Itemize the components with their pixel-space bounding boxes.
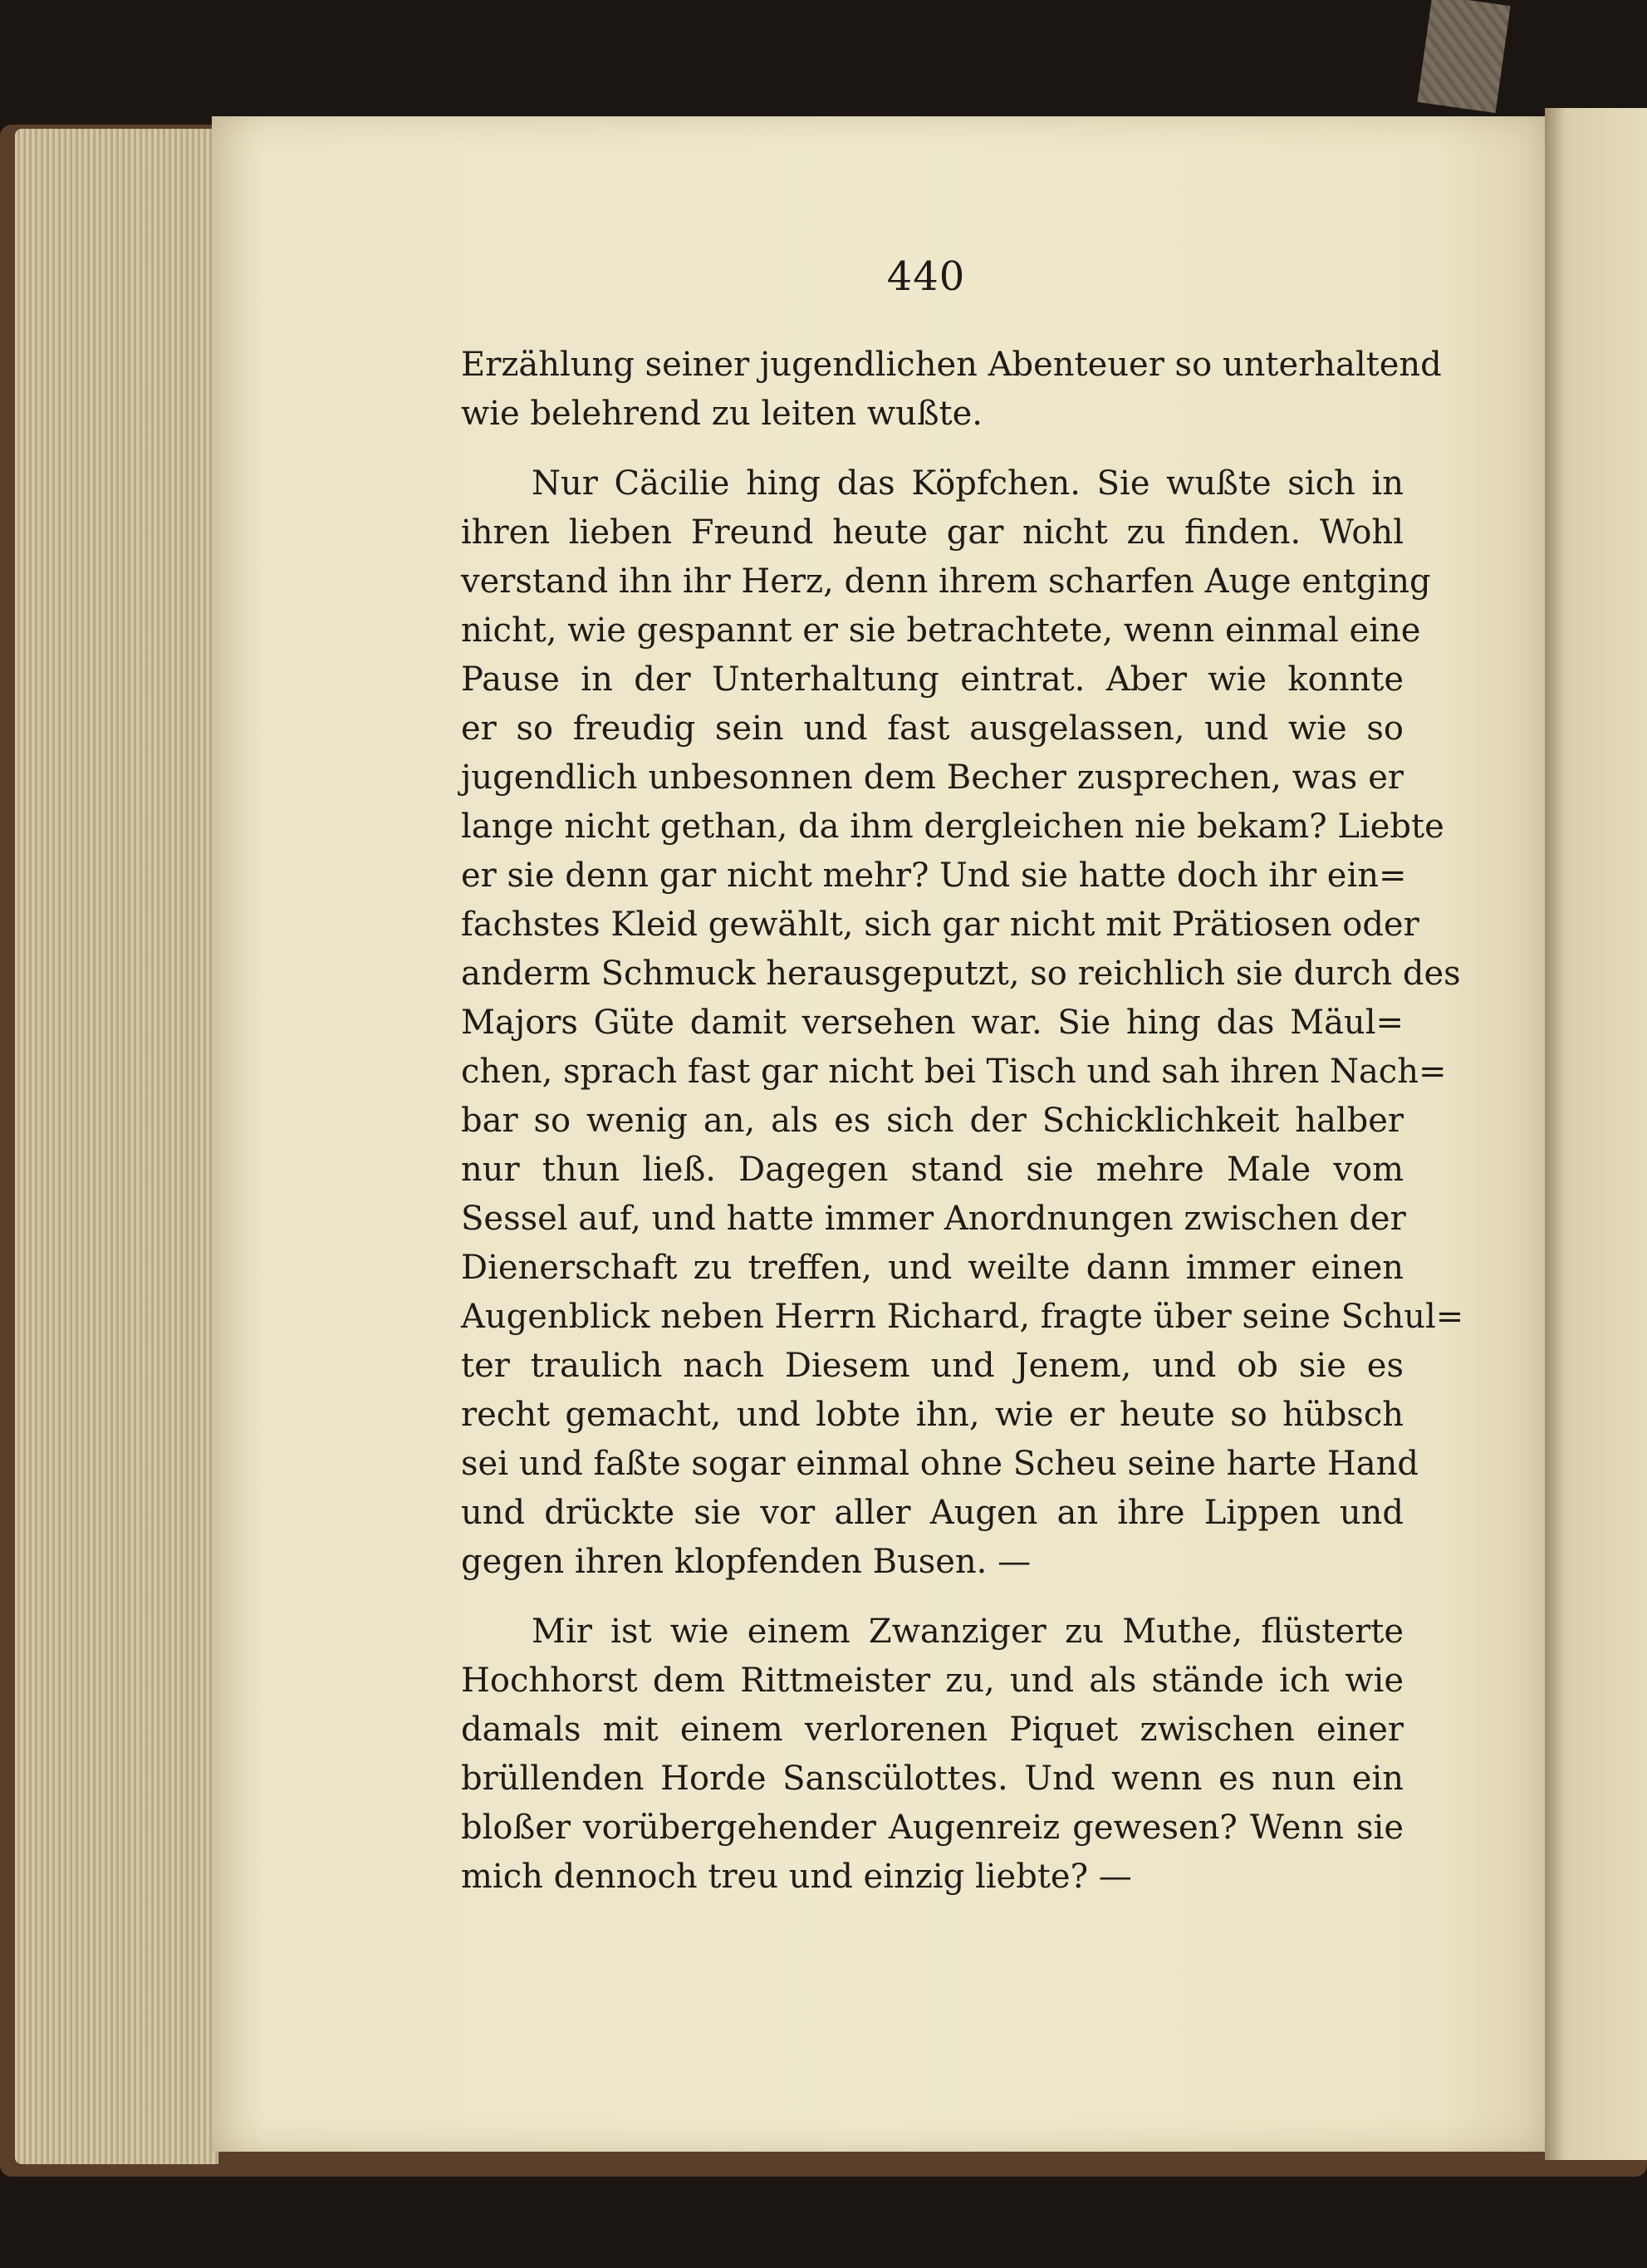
paragraph: [461, 459, 1464, 1587]
page-edges: [15, 129, 218, 2164]
text-line: jugendlich unbesonnen dem Becher zusprechen, was er: [461, 758, 1404, 797]
bookmark-ribbon: [1417, 0, 1510, 113]
text-line: Hochhorst dem Rittmeister zu, und als stände ich wie: [461, 1662, 1404, 1700]
text-line: gegen ihren klopfenden Busen. —: [461, 1543, 1032, 1581]
text-line: Pause in der Unterhaltung eintrat. Aber wie konnte: [461, 660, 1404, 699]
text-line: brüllenden Horde Sanscülottes. Und wenn es nun ein: [461, 1760, 1404, 1798]
text-line: Majors Güte damit versehen war. Sie hing das Mäul=: [461, 1004, 1404, 1042]
text-line: Mir ist wie einem Zwanziger zu Muthe, flüsterte: [532, 1613, 1404, 1651]
text-line: nicht, wie gespannt er sie betrachtete, wenn einmal eine: [461, 611, 1421, 650]
text-line: sei und faßte sogar einmal ohne Scheu seine harte Hand: [461, 1445, 1419, 1483]
paragraph: [461, 341, 1442, 439]
paragraph: [461, 1608, 1404, 1902]
text-line: nur thun ließ. Dagegen stand sie mehre Male vom: [461, 1151, 1404, 1189]
text-line: fachstes Kleid gewählt, sich gar nicht mit Prätiosen oder: [461, 906, 1419, 944]
text-line: ihren lieben Freund heute gar nicht zu finden. Wohl: [461, 513, 1404, 552]
paragraph-gap: [461, 1587, 1404, 1608]
page-number: 440: [886, 253, 966, 300]
text-line: Dienerschaft zu treffen, und weilte dann immer einen: [461, 1249, 1404, 1287]
text-line: bar so wenig an, als es sich der Schicklichkeit halber: [461, 1102, 1404, 1140]
text-line: chen, sprach fast gar nicht bei Tisch und sah ihren Nach=: [461, 1053, 1447, 1091]
text-line: Nur Cäcilie hing das Köpfchen. Sie wußte sich in: [532, 464, 1404, 503]
text-line: und drückte sie vor aller Augen an ihre Lippen und: [461, 1494, 1404, 1532]
text-line: wie belehrend zu leiten wußte.: [461, 395, 983, 433]
paragraph-gap: [461, 439, 1404, 459]
text-line: verstand ihn ihr Herz, denn ihrem scharfen Auge entging: [461, 562, 1431, 601]
page-text: [461, 341, 1464, 1902]
text-line: er sie denn gar nicht mehr? Und sie hatte doch ihr ein=: [461, 857, 1407, 895]
text-line: lange nicht gethan, da ihm dergleichen nie bekam? Liebte: [461, 808, 1444, 846]
text-line: Erzählung seiner jugendlichen Abenteuer so unterhaltend: [461, 346, 1442, 384]
text-line: mich dennoch treu und einzig liebte? —: [461, 1858, 1132, 1896]
text-line: ter traulich nach Diesem und Jenem, und ob sie es: [461, 1347, 1404, 1385]
text-line: damals mit einem verlorenen Piquet zwischen einer: [461, 1711, 1404, 1749]
text-line: bloßer vorübergehender Augenreiz gewesen? Wenn sie: [461, 1809, 1404, 1847]
text-line: Augenblick neben Herrn Richard, fragte über seine Schul=: [461, 1298, 1464, 1336]
text-line: er so freudig sein und fast ausgelassen, und wie so: [461, 709, 1404, 748]
text-line: Sessel auf, und hatte immer Anordnungen zwischen der: [461, 1200, 1406, 1238]
text-line: anderm Schmuck herausgeputzt, so reichlich sie durch des: [461, 955, 1461, 993]
facing-page-edge: [1545, 108, 1647, 2160]
text-line: recht gemacht, und lobte ihn, wie er heute so hübsch: [461, 1396, 1404, 1434]
